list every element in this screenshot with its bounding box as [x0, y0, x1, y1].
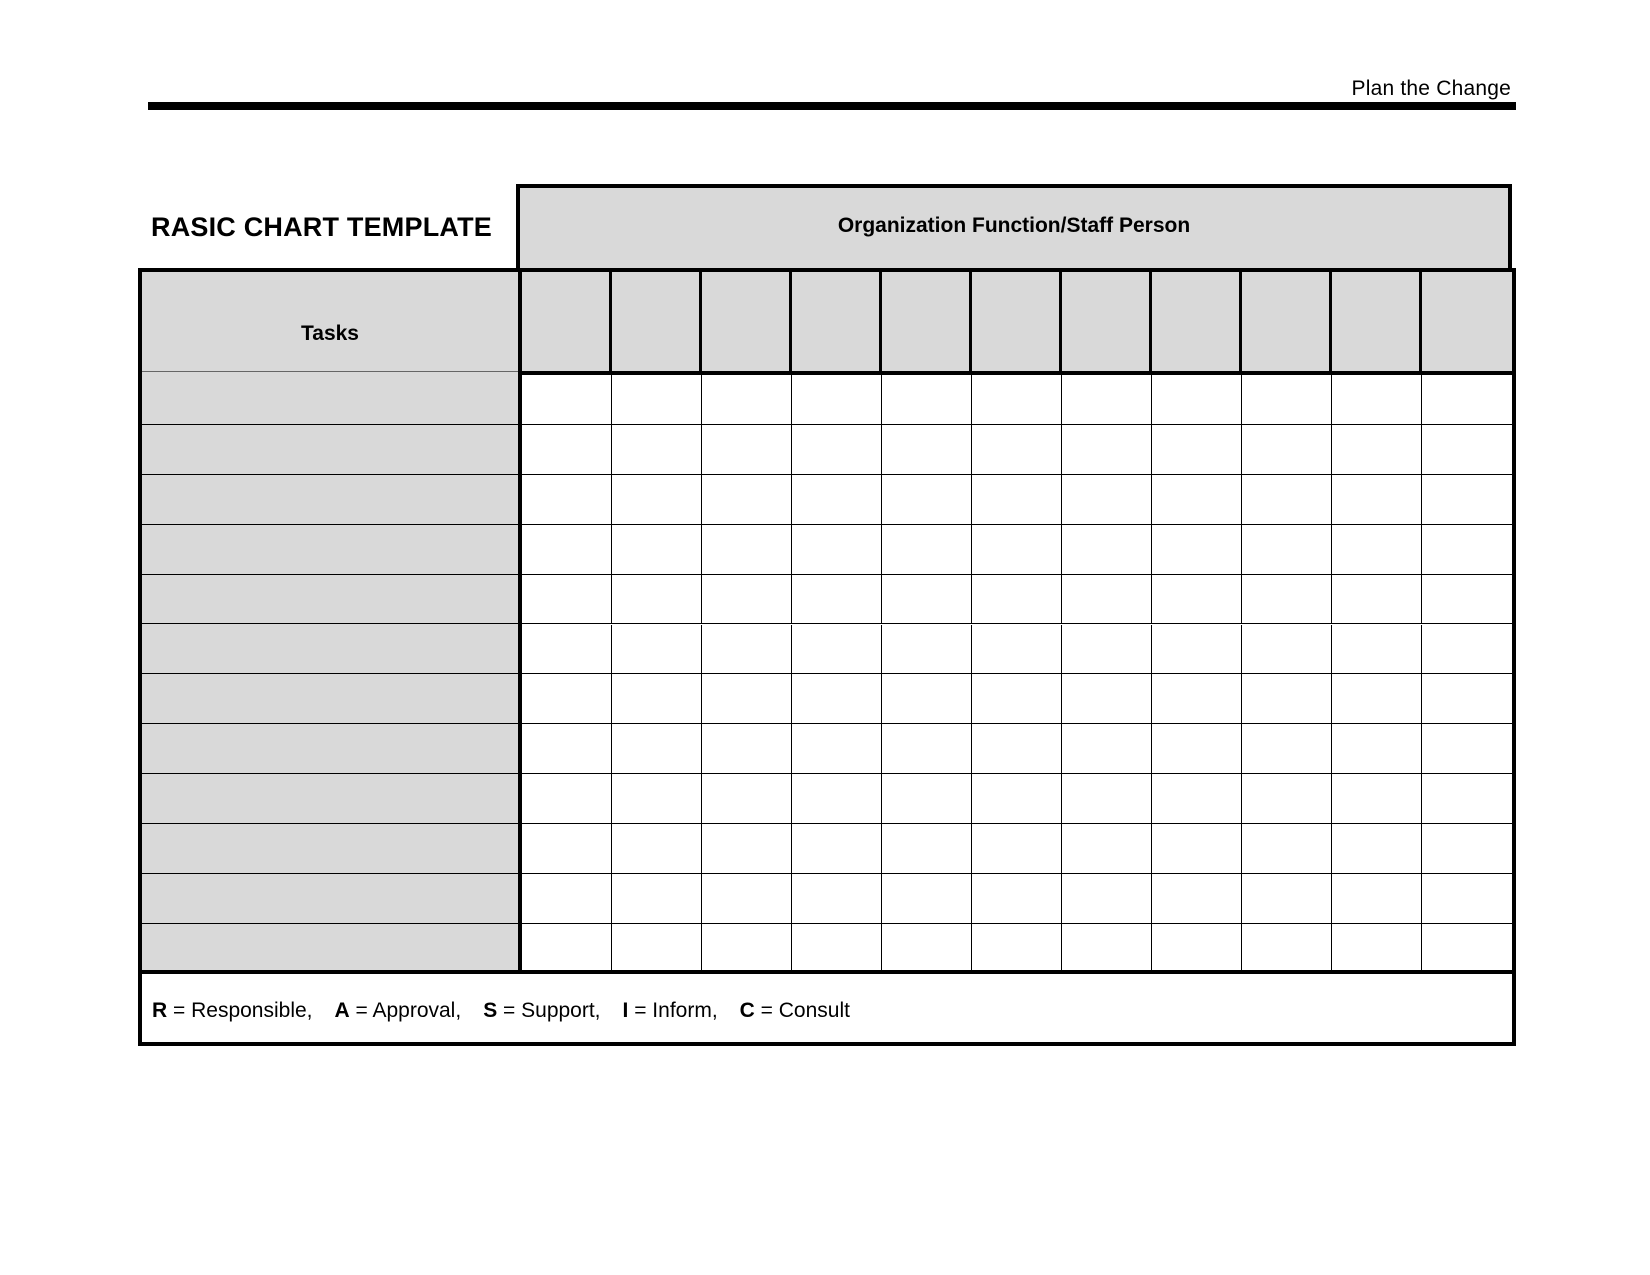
- legend-key: A: [334, 999, 350, 1022]
- legend-key: S: [483, 999, 498, 1022]
- assignment-cell[interactable]: [702, 674, 792, 723]
- staff-header-cell[interactable]: [1242, 272, 1332, 371]
- staff-header-cell[interactable]: [1152, 272, 1242, 371]
- assignment-cell[interactable]: [972, 525, 1062, 574]
- assignment-cell[interactable]: [792, 625, 882, 674]
- assignment-cell[interactable]: [702, 425, 792, 474]
- staff-header-cell[interactable]: [522, 272, 612, 371]
- legend-text: = Consult: [754, 999, 850, 1022]
- legend-text: = Responsible,: [167, 999, 313, 1022]
- assignment-cell[interactable]: [1242, 724, 1332, 773]
- assignment-cell[interactable]: [1422, 924, 1512, 974]
- staff-header-cell[interactable]: [1062, 272, 1152, 371]
- assignment-cell[interactable]: [702, 625, 792, 674]
- assignment-cell[interactable]: [792, 575, 882, 624]
- assignment-cell[interactable]: [612, 774, 702, 823]
- staff-header-cell[interactable]: [612, 272, 702, 371]
- assignment-cell[interactable]: [702, 924, 792, 974]
- staff-header-cell[interactable]: [882, 272, 972, 371]
- grid-row: [522, 874, 1512, 924]
- assignment-cell[interactable]: [702, 824, 792, 873]
- tasks-header: [142, 272, 518, 372]
- assignment-cell[interactable]: [1332, 475, 1422, 524]
- legend-key: I: [622, 999, 629, 1022]
- grid-row: [522, 375, 1512, 425]
- assignment-cell[interactable]: [1332, 724, 1422, 773]
- assignment-cell[interactable]: [1332, 774, 1422, 823]
- legend-key: R: [152, 999, 168, 1022]
- assignment-cell[interactable]: [1422, 425, 1512, 474]
- assignment-cell[interactable]: [1062, 475, 1152, 524]
- assignment-cell[interactable]: [972, 625, 1062, 674]
- assignment-cell[interactable]: [612, 824, 702, 873]
- assignment-cell[interactable]: [702, 525, 792, 574]
- assignment-cell[interactable]: [1152, 824, 1242, 873]
- assignment-cell[interactable]: [792, 824, 882, 873]
- assignment-cell[interactable]: [522, 874, 612, 923]
- assignment-cell[interactable]: [1242, 774, 1332, 823]
- assignment-cell[interactable]: [1152, 724, 1242, 773]
- assignment-cell[interactable]: [1242, 874, 1332, 923]
- task-row[interactable]: [142, 724, 518, 774]
- assignment-cell[interactable]: [972, 375, 1062, 424]
- page-header: [148, 72, 1516, 112]
- assignment-cell[interactable]: [1152, 375, 1242, 424]
- assignment-cell[interactable]: [882, 625, 972, 674]
- assignment-cell[interactable]: [1242, 425, 1332, 474]
- assignment-cell[interactable]: [522, 525, 612, 574]
- assignment-cell[interactable]: [882, 525, 972, 574]
- grid-row: [522, 924, 1512, 974]
- assignment-cell[interactable]: [522, 425, 612, 474]
- assignment-cell[interactable]: [702, 874, 792, 923]
- assignment-cell[interactable]: [972, 425, 1062, 474]
- task-row[interactable]: [142, 924, 518, 974]
- grid-row: [522, 824, 1512, 874]
- assignment-cell[interactable]: [522, 774, 612, 823]
- assignment-cell[interactable]: [522, 575, 612, 624]
- assignment-cell[interactable]: [612, 375, 702, 424]
- assignment-cell[interactable]: [1242, 475, 1332, 524]
- tasks-header-label: Tasks: [301, 322, 359, 345]
- legend-item: [335, 999, 462, 1023]
- grid-row: [522, 625, 1512, 675]
- assignment-cell[interactable]: [612, 625, 702, 674]
- assignment-cell[interactable]: [1242, 525, 1332, 574]
- assignment-cell[interactable]: [1062, 724, 1152, 773]
- assignment-cell[interactable]: [612, 525, 702, 574]
- legend-row: [142, 970, 1512, 1042]
- assignment-cell[interactable]: [1062, 525, 1152, 574]
- assignment-cell[interactable]: [882, 475, 972, 524]
- assignment-cell[interactable]: [1062, 575, 1152, 624]
- grid-row: [522, 774, 1512, 824]
- assignment-cell[interactable]: [1422, 674, 1512, 723]
- assignment-cell[interactable]: [792, 425, 882, 474]
- assignment-cell[interactable]: [972, 575, 1062, 624]
- assignment-cell[interactable]: [1422, 475, 1512, 524]
- staff-header-cell[interactable]: [702, 272, 792, 371]
- assignment-cell[interactable]: [1422, 625, 1512, 674]
- assignment-cell[interactable]: [792, 724, 882, 773]
- staff-header-cell[interactable]: [972, 272, 1062, 371]
- task-row[interactable]: [142, 674, 518, 724]
- assignment-cell[interactable]: [882, 425, 972, 474]
- task-row[interactable]: [142, 874, 518, 924]
- assignment-cell[interactable]: [522, 625, 612, 674]
- assignment-cell[interactable]: [1062, 625, 1152, 674]
- tasks-column: [142, 272, 522, 970]
- assignment-cell[interactable]: [612, 924, 702, 974]
- assignment-cell[interactable]: [612, 874, 702, 923]
- org-function-header-label: Organization Function/Staff Person: [837, 214, 1191, 237]
- assignment-cell[interactable]: [1152, 774, 1242, 823]
- rasic-table: [138, 268, 1516, 1046]
- assignment-cell[interactable]: [1422, 375, 1512, 424]
- assignment-cell[interactable]: [1152, 625, 1242, 674]
- assignment-cell[interactable]: [1152, 874, 1242, 923]
- assignment-cell[interactable]: [1242, 375, 1332, 424]
- assignment-cell[interactable]: [522, 375, 612, 424]
- assignment-cell[interactable]: [1332, 874, 1422, 923]
- document-title: RASIC CHART TEMPLATE: [151, 212, 492, 242]
- staff-header-row: [522, 272, 1512, 375]
- assignment-cell[interactable]: [1062, 674, 1152, 723]
- staff-header-cell[interactable]: [792, 272, 882, 371]
- assignment-cell[interactable]: [522, 924, 612, 974]
- assignment-cell[interactable]: [792, 924, 882, 974]
- assignment-cell[interactable]: [882, 774, 972, 823]
- assignment-cell[interactable]: [1332, 375, 1422, 424]
- assignment-cell[interactable]: [1242, 674, 1332, 723]
- assignment-cell[interactable]: [972, 724, 1062, 773]
- assignment-cell[interactable]: [1062, 375, 1152, 424]
- assignment-cell[interactable]: [702, 575, 792, 624]
- assignment-cell[interactable]: [1422, 724, 1512, 773]
- assignment-cell[interactable]: [972, 774, 1062, 823]
- header-label: Plan the Change: [1351, 77, 1511, 100]
- assignment-cell[interactable]: [1332, 824, 1422, 873]
- grid-row: [522, 425, 1512, 475]
- assignment-cell[interactable]: [792, 874, 882, 923]
- task-row[interactable]: [142, 525, 518, 575]
- assignment-cell[interactable]: [522, 724, 612, 773]
- assignment-cell[interactable]: [792, 525, 882, 574]
- assignment-cell[interactable]: [882, 575, 972, 624]
- assignment-cell[interactable]: [522, 475, 612, 524]
- assignment-cell[interactable]: [1422, 575, 1512, 624]
- assignment-cell[interactable]: [1422, 824, 1512, 873]
- assignment-cell[interactable]: [792, 475, 882, 524]
- assignment-cell[interactable]: [882, 874, 972, 923]
- assignment-cell[interactable]: [1242, 824, 1332, 873]
- grid-row: [522, 475, 1512, 525]
- task-row[interactable]: [142, 824, 518, 874]
- assignment-cell[interactable]: [792, 674, 882, 723]
- grid-row: [522, 525, 1512, 575]
- assignment-cell[interactable]: [972, 824, 1062, 873]
- legend-text: = Support,: [497, 999, 601, 1022]
- assignment-cell[interactable]: [1242, 924, 1332, 974]
- assignment-cell[interactable]: [1062, 924, 1152, 974]
- assignment-cell[interactable]: [612, 425, 702, 474]
- assignment-cell[interactable]: [1062, 874, 1152, 923]
- assignment-cell[interactable]: [612, 724, 702, 773]
- grid-row: [522, 674, 1512, 724]
- header-rule: [148, 102, 1516, 110]
- assignment-cell[interactable]: [522, 824, 612, 873]
- assignment-cell[interactable]: [702, 724, 792, 773]
- assignment-cell[interactable]: [612, 475, 702, 524]
- assignment-cell[interactable]: [1422, 874, 1512, 923]
- legend: [152, 999, 872, 1023]
- assignment-cell[interactable]: [1062, 824, 1152, 873]
- task-row[interactable]: [142, 575, 518, 625]
- assignment-cell[interactable]: [882, 824, 972, 873]
- assignment-cell[interactable]: [882, 375, 972, 424]
- assignment-cell[interactable]: [612, 674, 702, 723]
- assignment-cell[interactable]: [1332, 625, 1422, 674]
- assignment-cell[interactable]: [1152, 575, 1242, 624]
- org-function-header: [516, 184, 1512, 268]
- assignment-cell[interactable]: [702, 475, 792, 524]
- assignment-cell[interactable]: [1332, 674, 1422, 723]
- assignment-cell[interactable]: [1332, 425, 1422, 474]
- assignment-cell[interactable]: [1062, 774, 1152, 823]
- task-row[interactable]: [142, 475, 518, 525]
- assignment-cell[interactable]: [972, 674, 1062, 723]
- assignment-cell[interactable]: [702, 774, 792, 823]
- assignment-cell[interactable]: [1332, 575, 1422, 624]
- task-row[interactable]: [142, 625, 518, 675]
- assignment-cell[interactable]: [1152, 924, 1242, 974]
- assignment-cell[interactable]: [1242, 625, 1332, 674]
- legend-item: [740, 999, 850, 1023]
- assignment-cell[interactable]: [612, 575, 702, 624]
- assignment-cell[interactable]: [882, 924, 972, 974]
- assignment-cell[interactable]: [702, 375, 792, 424]
- legend-item: [483, 999, 600, 1023]
- task-row[interactable]: [142, 375, 518, 425]
- assignment-cell[interactable]: [972, 475, 1062, 524]
- assignment-cell[interactable]: [882, 674, 972, 723]
- assignment-grid: [522, 272, 1512, 970]
- assignment-cell[interactable]: [1062, 425, 1152, 474]
- assignment-cell[interactable]: [1152, 525, 1242, 574]
- assignment-cell[interactable]: [522, 674, 612, 723]
- assignment-cell[interactable]: [882, 724, 972, 773]
- assignment-cell[interactable]: [1152, 425, 1242, 474]
- assignment-cell[interactable]: [1332, 525, 1422, 574]
- legend-item: [152, 999, 313, 1023]
- assignment-cell[interactable]: [972, 924, 1062, 974]
- assignment-cell[interactable]: [972, 874, 1062, 923]
- legend-key: C: [739, 999, 755, 1022]
- assignment-cell[interactable]: [1422, 525, 1512, 574]
- staff-header-cell[interactable]: [1422, 272, 1512, 371]
- assignment-cell[interactable]: [1152, 475, 1242, 524]
- assignment-cell[interactable]: [1242, 575, 1332, 624]
- assignment-cell[interactable]: [792, 375, 882, 424]
- legend-item: [623, 999, 718, 1023]
- legend-text: = Inform,: [628, 999, 718, 1022]
- assignment-cell[interactable]: [1332, 924, 1422, 974]
- assignment-cell[interactable]: [1422, 774, 1512, 823]
- grid-row: [522, 575, 1512, 625]
- legend-text: = Approval,: [349, 999, 462, 1022]
- assignment-cell[interactable]: [1152, 674, 1242, 723]
- task-row[interactable]: [142, 425, 518, 475]
- staff-header-cell[interactable]: [1332, 272, 1422, 371]
- grid-row: [522, 724, 1512, 774]
- task-row[interactable]: [142, 774, 518, 824]
- assignment-cell[interactable]: [792, 774, 882, 823]
